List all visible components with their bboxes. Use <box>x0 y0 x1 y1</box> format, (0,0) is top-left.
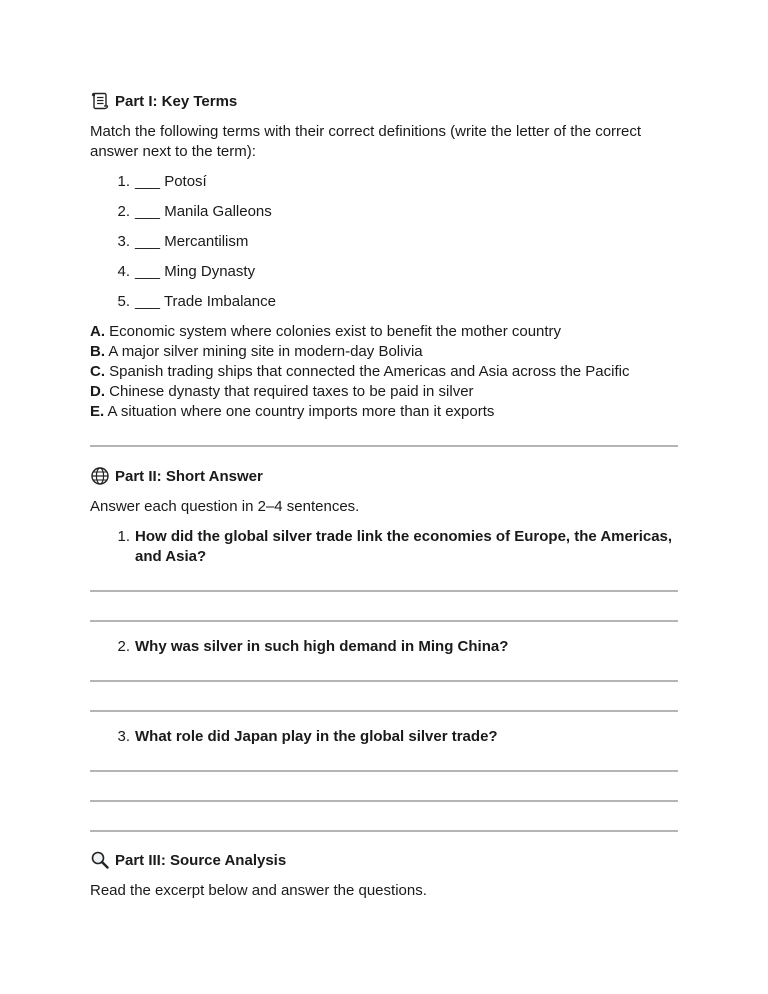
part2-instructions: Answer each question in 2–4 sentences. <box>90 498 360 515</box>
definition-d <box>90 382 678 402</box>
part3-heading <box>90 849 286 871</box>
part1-heading <box>90 90 237 112</box>
term-number: 4. <box>117 263 130 280</box>
scroll-icon <box>90 91 110 111</box>
term-text: Mercantilism <box>164 233 249 250</box>
answer-line[interactable] <box>90 680 678 682</box>
term-number: 1. <box>117 173 130 190</box>
question-text: How did the global silver trade link the economies of Europe, the Americas, and Asia? <box>135 528 673 565</box>
definition-letter: C. <box>90 363 105 380</box>
definition-text: Spanish trading ships that connected the Americas and Asia across the Pacific <box>109 363 630 380</box>
definition-b <box>90 342 678 362</box>
term-number: 5. <box>117 293 130 310</box>
part1-instructions: Match the following terms with their correct definitions (write the letter of the correct answer next to the term): <box>90 123 642 160</box>
answer-blank[interactable]: ___ <box>135 263 161 280</box>
definition-a <box>90 322 678 342</box>
section-divider <box>90 830 678 832</box>
question-text: What role did Japan play in the global silver trade? <box>135 728 498 745</box>
definition-text: A major silver mining site in modern-day Bolivia <box>108 343 423 360</box>
definition-text: Economic system where colonies exist to benefit the mother country <box>109 323 562 340</box>
term-text: Manila Galleons <box>164 203 272 220</box>
definition-letter: D. <box>90 383 105 400</box>
term-number: 2. <box>117 203 130 220</box>
part2-heading <box>90 465 263 487</box>
answer-line[interactable] <box>90 800 678 802</box>
section-divider <box>90 445 678 447</box>
globe-icon <box>90 466 110 486</box>
term-text: Trade Imbalance <box>163 293 276 310</box>
part3-instructions: Read the excerpt below and answer the questions. <box>90 882 427 899</box>
answer-blank[interactable]: ___ <box>135 203 161 220</box>
definition-text: A situation where one country imports more than it exports <box>107 403 495 420</box>
answer-line[interactable] <box>90 710 678 712</box>
part2-title: Part II: Short Answer <box>115 467 263 485</box>
definition-letter: E. <box>90 403 105 420</box>
answer-line[interactable] <box>90 590 678 592</box>
term-text: Potosí <box>164 173 207 190</box>
answer-blank[interactable]: ___ <box>135 233 161 250</box>
part1-title: Part I: Key Terms <box>115 92 238 110</box>
magnifier-icon <box>90 850 110 870</box>
answer-blank[interactable]: ___ <box>135 293 161 310</box>
term-number: 3. <box>117 233 130 250</box>
definition-text: Chinese dynasty that required taxes to be paid in silver <box>109 383 474 400</box>
question-number: 2. <box>117 638 130 655</box>
definition-letter: A. <box>90 323 105 340</box>
term-text: Ming Dynasty <box>164 263 256 280</box>
question-number: 3. <box>117 728 130 745</box>
definition-letter: B. <box>90 343 105 360</box>
question-number: 1. <box>117 528 130 545</box>
question-text: Why was silver in such high demand in Ming China? <box>135 638 509 655</box>
definition-e <box>90 402 678 422</box>
answer-line[interactable] <box>90 620 678 622</box>
answer-blank[interactable]: ___ <box>135 173 161 190</box>
answer-line[interactable] <box>90 770 678 772</box>
part3-title: Part III: Source Analysis <box>115 851 287 869</box>
definition-c <box>90 362 678 382</box>
